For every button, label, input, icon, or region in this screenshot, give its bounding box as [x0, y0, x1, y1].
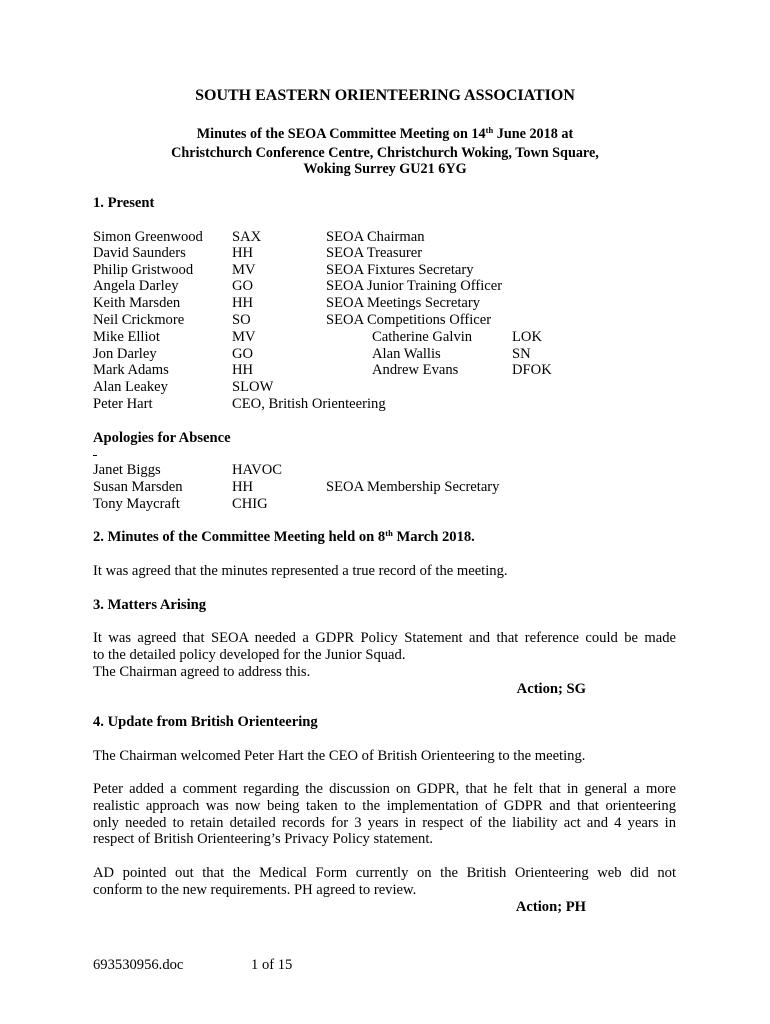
section2-heading — [93, 529, 475, 546]
present-role: SEOA Chairman — [326, 229, 425, 245]
section4-paragraph1: The Chairman welcomed Peter Hart the CEO of British Orienteering to the meeting. — [93, 748, 586, 764]
paragraph-line: realistic approach was now being taken to the implementation of GDPR and that orienteering — [93, 797, 676, 814]
paragraph-line: respect of British Orienteering’s Privacy Policy statement. — [93, 831, 434, 848]
meeting-subtitle-line2: Christchurch Conference Centre, Christchurch Woking, Town Square, — [171, 145, 599, 161]
paragraph-line: only needed to retain detailed records for 3 years in respect of the liability act and 4 years in — [93, 814, 676, 831]
present-club: HH — [232, 295, 254, 311]
section4-heading: 4. Update from British Orienteering — [93, 714, 318, 730]
present-name-secondary: Andrew Evans — [372, 362, 459, 378]
present-name: Alan Leakey — [93, 379, 168, 395]
present-club-secondary: SN — [512, 346, 531, 362]
paragraph-line: conform to the new requirements. PH agreed to review. — [93, 881, 417, 898]
present-name: Mark Adams — [93, 362, 169, 378]
present-club: CEO, British Orienteering — [232, 396, 386, 412]
apology-name: Janet Biggs — [93, 462, 161, 478]
present-name: Angela Darley — [93, 278, 179, 294]
section4-paragraph3 — [93, 865, 676, 899]
present-club: SLOW — [232, 379, 274, 395]
present-name: Simon Greenwood — [93, 229, 203, 245]
apology-name: Susan Marsden — [93, 479, 183, 495]
paragraph-line: The Chairman agreed to address this. — [93, 663, 311, 680]
present-role: SEOA Fixtures Secretary — [326, 262, 474, 278]
apology-role: SEOA Membership Secretary — [326, 479, 500, 495]
present-club: HH — [232, 362, 254, 378]
apology-club: CHIG — [232, 496, 268, 512]
subtitle-text-end: June 2018 at — [493, 126, 574, 142]
paragraph-line: Peter added a comment regarding the discussion on GDPR, that he felt that in general a more — [93, 781, 676, 797]
present-club-secondary: LOK — [512, 329, 542, 345]
organisation-title: SOUTH EASTERN ORIENTEERING ASSOCIATION — [195, 87, 575, 104]
section4-action: Action; PH — [515, 899, 586, 915]
present-club: SAX — [232, 229, 262, 245]
present-club: MV — [232, 329, 256, 345]
apologies-heading: Apologies for Absence — [93, 430, 231, 446]
present-name: Jon Darley — [93, 346, 157, 362]
footer-page-number: 1 of 15 — [251, 957, 293, 973]
meeting-subtitle-line1 — [60, 126, 710, 143]
present-club: GO — [232, 346, 254, 362]
section3-paragraph — [93, 630, 676, 680]
present-role: SEOA Meetings Secretary — [326, 295, 481, 311]
present-name: Peter Hart — [93, 396, 153, 412]
present-name: Mike Elliot — [93, 329, 160, 345]
section3-action: Action; SG — [516, 681, 586, 697]
paragraph-line: to the detailed policy developed for the Junior Squad. — [93, 646, 406, 663]
section4-paragraph2 — [93, 781, 676, 848]
present-club: GO — [232, 278, 254, 294]
section3-heading: 3. Matters Arising — [93, 597, 207, 613]
footer-filename: 693530956.doc — [93, 957, 184, 973]
apology-club: HH — [232, 479, 254, 495]
present-name: Neil Crickmore — [93, 312, 185, 328]
present-role: SEOA Competitions Officer — [326, 312, 492, 328]
present-club: MV — [232, 262, 256, 278]
section2-heading-superscript: th — [385, 528, 393, 538]
present-club: HH — [232, 245, 254, 261]
meeting-subtitle-line3: Woking Surrey GU21 6YG — [303, 161, 467, 177]
section2-heading-text-end: March 2018. — [392, 529, 475, 545]
section2-heading-text: 2. Minutes of the Committee Meeting held on 8 — [93, 529, 386, 545]
apology-club: HAVOC — [232, 462, 283, 478]
section2-text: It was agreed that the minutes represented a true record of the meeting. — [93, 563, 508, 579]
present-heading: 1. Present — [93, 195, 155, 211]
present-name: David Saunders — [93, 245, 186, 261]
present-role: SEOA Treasurer — [326, 245, 423, 261]
paragraph-line: AD pointed out that the Medical Form currently on the British Orienteering web did not — [93, 865, 676, 881]
subtitle-superscript: th — [485, 125, 494, 135]
present-name-secondary: Alan Wallis — [372, 346, 441, 362]
apology-name: Tony Maycraft — [93, 496, 180, 512]
subtitle-text: Minutes of the SEOA Committee Meeting on 14 — [196, 126, 486, 142]
present-name: Philip Gristwood — [93, 262, 194, 278]
paragraph-line: It was agreed that SEOA needed a GDPR Policy Statement and that reference could be made — [93, 630, 676, 646]
present-name: Keith Marsden — [93, 295, 181, 311]
present-name-secondary: Catherine Galvin — [372, 329, 473, 345]
divider-mark — [93, 455, 97, 456]
present-club: SO — [232, 312, 251, 328]
present-role: SEOA Junior Training Officer — [326, 278, 503, 294]
present-club-secondary: DFOK — [512, 362, 552, 378]
